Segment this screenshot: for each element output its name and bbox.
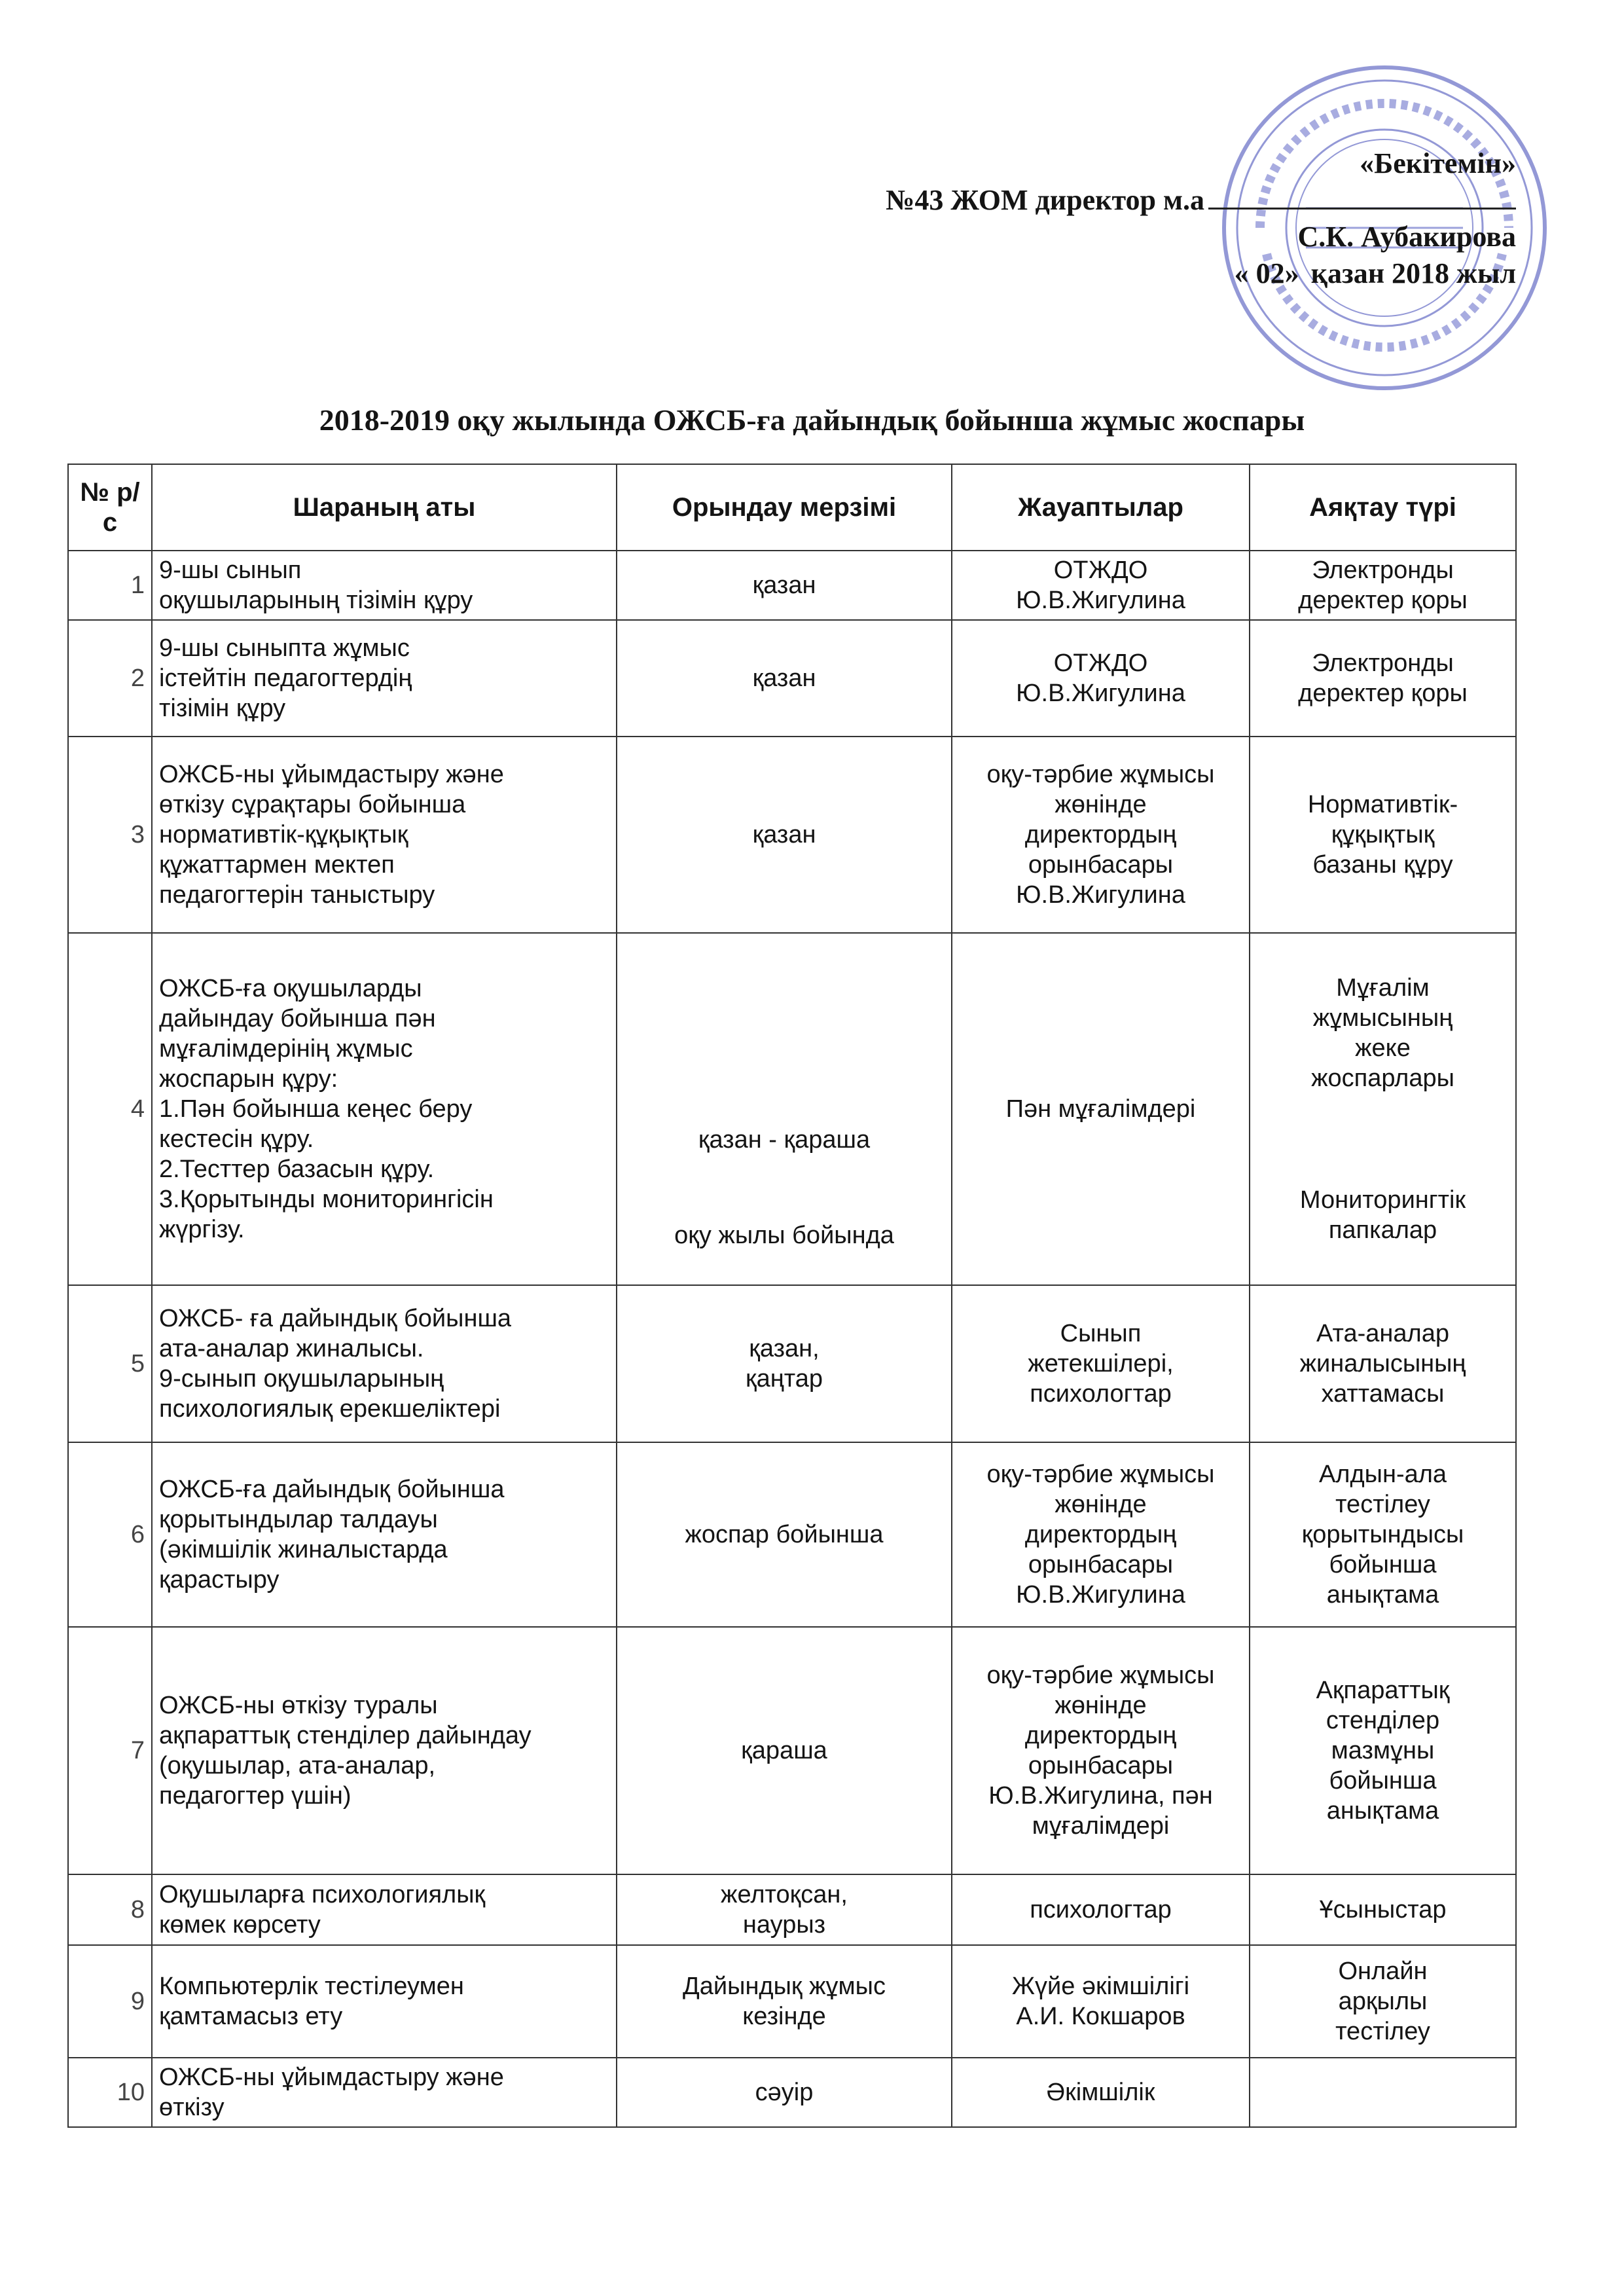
row-number: 6 [68,1442,152,1627]
table-row [68,1442,1516,1627]
event-name: ОЖСБ-ны ұйымдастыру және өткізу [152,2058,617,2127]
approval-signatory: С.К. Аубакирова [1297,221,1516,253]
row-number: 5 [68,1285,152,1442]
responsible: оқу-тәрбие жұмысы жөнінде директордың орынбасары Ю.В.Жигулина [952,1442,1250,1627]
table-row [68,1874,1516,1945]
responsible: Пән мұғалімдері [952,933,1250,1285]
header-deadline: Орындау мерзімі [617,464,952,551]
completion-form: Ақпараттық стендiлер мазмұны бойынша анықтама [1250,1627,1516,1874]
row-number: 10 [68,2058,152,2127]
deadline: Дайындық жұмыс кезінде [617,1945,952,2058]
event-name: ОЖСБ-ға оқушыларды дайындау бойынша пән мұғалімдерінің жұмыс жоспарын құру: 1.Пән бойынша кеңес беру кестесін құру. 2.Тесттер базасын құру. 3.Қорытынды мониторингісін жүргізу. [152,933,617,1285]
header-number: № р/с [68,464,152,551]
deadline: қазан, қаңтар [617,1285,952,1442]
deadline: қазан [617,551,952,620]
row-number: 2 [68,620,152,737]
header-event-name: Шараның аты [152,464,617,551]
approval-position: №43 ЖОМ директор м.а [861,182,1516,219]
table-row [68,620,1516,737]
deadline-part-1: қазан - қараша [698,1126,871,1154]
responsible: Әкімшілік [952,2058,1250,2127]
deadline: жоспар бойынша [617,1442,952,1627]
signature-line [1208,208,1516,210]
event-name: ОЖСБ-ны өткізу туралы ақпараттық стендiлер дайындау (оқушылар, ата-аналар, педагогтер үшін) [152,1627,617,1874]
completion-form-part-2: Мониторингтік папкалар [1299,1186,1466,1244]
table-row [68,2058,1516,2127]
responsible: ОТЖДО Ю.В.Жигулина [952,620,1250,737]
row-number: 7 [68,1627,152,1874]
document-title: 2018-2019 оқу жылында ОЖСБ-ға дайындық бойынша жұмыс жоспары [319,403,1305,437]
table-row [68,1945,1516,2058]
deadline: қазан [617,620,952,737]
work-plan-table [67,464,1517,2128]
event-name: ОЖСБ- ға дайындық бойынша ата-аналар жиналысы. 9-сынып оқушыларының психологиялық ерекшеліктері [152,1285,617,1442]
completion-form: Электронды деректер қоры [1250,620,1516,737]
row-number: 4 [68,933,152,1285]
completion-form: Ұсыныстар [1250,1874,1516,1945]
table-row [68,551,1516,620]
completion-form [1250,2058,1516,2127]
header-completion-form: Аяқтау түрі [1250,464,1516,551]
responsible: Жүйе әкімшілігі А.И. Кокшаров [952,1945,1250,2058]
responsible: оқу-тәрбие жұмысы жөнінде директордың орынбасары Ю.В.Жигулина, пән мұғалімдері [952,1627,1250,1874]
event-name: ОЖСБ-ға дайындық бойынша қорытындылар талдауы (әкімшілік жиналыстарда қарастыру [152,1442,617,1627]
completion-form-part-1: Мұғалім жұмысының жеке жоспарлары [1311,974,1454,1092]
row-number: 9 [68,1945,152,2058]
responsible: Сынып жетекшілері, психологтар [952,1285,1250,1442]
deadline: қазан [617,737,952,933]
event-name: 9-шы сыныпта жұмыс істейтін педагогтердің тізімін құру [152,620,617,737]
event-name: Оқушыларға психологиялық көмек көрсету [152,1874,617,1945]
approval-date: « 02» қазан 2018 жыл [1234,257,1516,289]
responsible: психологтар [952,1874,1250,1945]
table-row [68,1285,1516,1442]
table-row [68,933,1516,1285]
completion-form: Нормативтік- құқықтық базаны құру [1250,737,1516,933]
completion-form: Ата-аналар жиналысының хаттамасы [1250,1285,1516,1442]
deadline-part-2: оқу жылы бойында [674,1222,894,1249]
completion-form: Онлайн арқылы тестілеу [1250,1945,1516,2058]
row-number: 1 [68,551,152,620]
completion-form: Электронды деректер қоры [1250,551,1516,620]
completion-form [1250,933,1516,1285]
responsible: оқу-тәрбие жұмысы жөнінде директордың орынбасары Ю.В.Жигулина [952,737,1250,933]
event-name: ОЖСБ-ны ұйымдастыру және өткізу сұрақтары бойынша нормативтік-құқықтық құжаттармен мектеп педагогтерін таныстыру [152,737,617,933]
responsible: ОТЖДО Ю.В.Жигулина [952,551,1250,620]
row-number: 3 [68,737,152,933]
approval-block [861,145,1516,292]
table-row [68,1627,1516,1874]
table-row [68,737,1516,933]
header-responsible: Жауаптылар [952,464,1250,551]
approval-title: «Бекітемін» [1360,147,1516,179]
row-number: 8 [68,1874,152,1945]
deadline [617,933,952,1285]
event-name: 9-шы сынып оқушыларының тізімін құру [152,551,617,620]
deadline: қараша [617,1627,952,1874]
table-header-row [68,464,1516,551]
deadline: желтоқсан, наурыз [617,1874,952,1945]
completion-form: Алдын-ала тестілеу қорытындысы бойынша анықтама [1250,1442,1516,1627]
event-name: Компьютерлік тестілеумен қамтамасыз ету [152,1945,617,2058]
deadline: сәуір [617,2058,952,2127]
